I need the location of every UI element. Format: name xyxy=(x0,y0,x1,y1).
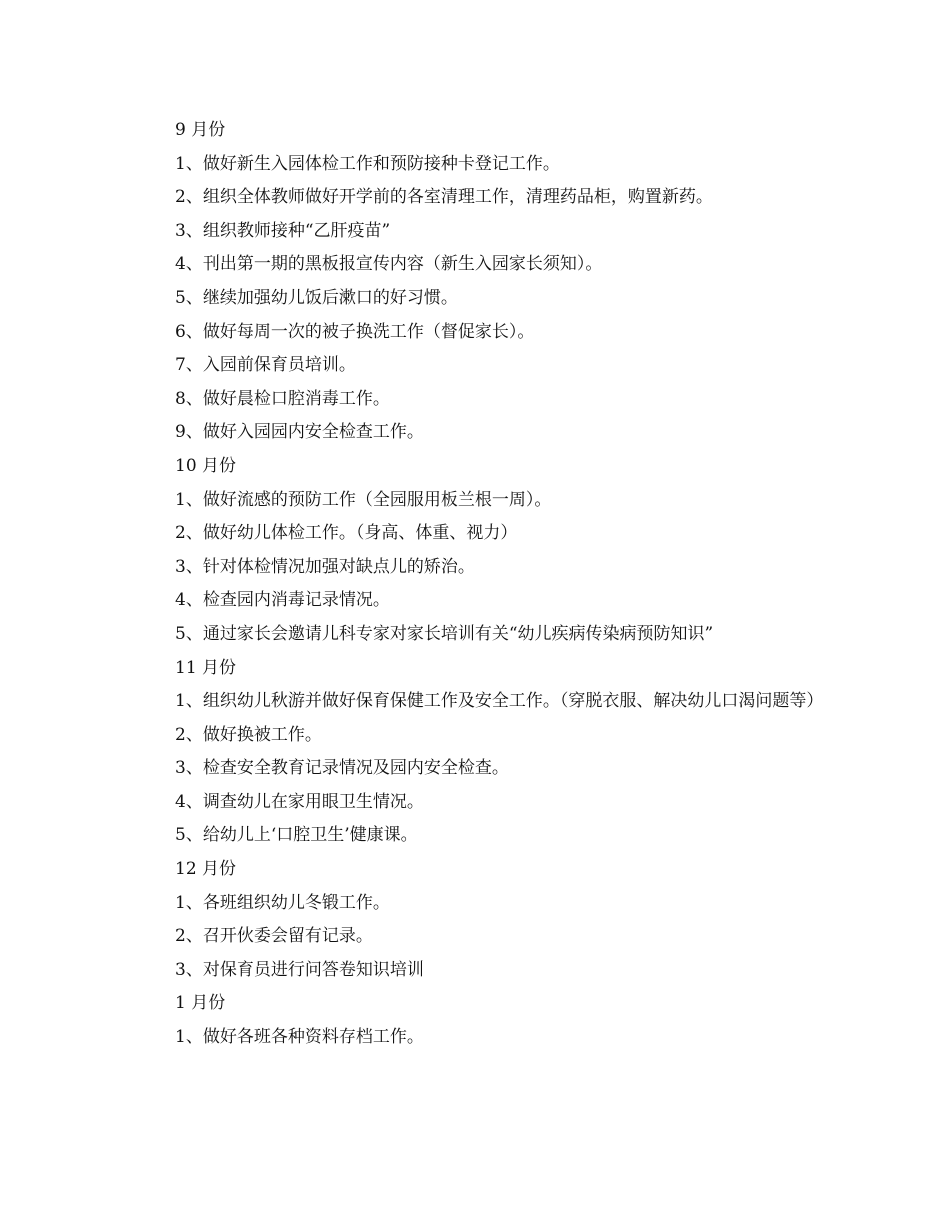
list-item: 1、做好各班各种资料存档工作。 xyxy=(175,1027,424,1048)
month-heading: 10 月份 xyxy=(175,455,237,476)
list-item: 3、检查安全教育记录情况及园内安全检查。 xyxy=(175,758,509,779)
list-item: 2、做好换被工作。 xyxy=(175,724,322,745)
list-item: 8、做好晨检口腔消毒工作。 xyxy=(175,388,390,409)
list-item: 1、各班组织幼儿冬锻工作。 xyxy=(175,892,390,913)
list-item: 4、刊出第一期的黑板报宣传内容（新生入园家长须知）。 xyxy=(175,254,603,275)
month-heading: 12 月份 xyxy=(175,859,237,880)
list-item: 2、组织全体教师做好开学前的各室清理工作，清理药品柜，购置新药。 xyxy=(175,187,713,208)
list-item: 6、做好每周一次的被子换洗工作（督促家长）。 xyxy=(175,321,535,342)
list-item: 3、对保育员进行问答卷知识培训 xyxy=(175,959,424,980)
list-item: 1、组织幼儿秋游并做好保育保健工作及安全工作。（穿脱衣服、解决幼儿口渴问题等） xyxy=(175,691,824,712)
list-item: 2、召开伙委会留有记录。 xyxy=(175,926,373,947)
list-item: 1、做好流感的预防工作（全园服用板兰根一周）。 xyxy=(175,489,552,510)
month-heading: 1 月份 xyxy=(175,993,226,1014)
list-item: 1、做好新生入园体检工作和预防接种卡登记工作。 xyxy=(175,153,560,174)
month-heading: 11 月份 xyxy=(175,657,237,678)
list-item: 2、做好幼儿体检工作。（身高、体重、视力） xyxy=(175,523,518,544)
document-body xyxy=(140,114,824,1055)
list-item: 4、调查幼儿在家用眼卫生情况。 xyxy=(175,791,424,812)
month-heading: 9 月份 xyxy=(175,120,226,140)
list-item: 5、给幼儿上‘口腔卫生’健康课。 xyxy=(175,825,418,846)
list-item: 5、继续加强幼儿饭后漱口的好习惯。 xyxy=(175,287,458,308)
list-item: 3、组织教师接种“乙肝疫苗” xyxy=(175,220,391,241)
list-item: 9、做好入园园内安全检查工作。 xyxy=(175,422,424,443)
list-item: 3、针对体检情况加强对缺点儿的矫治。 xyxy=(175,556,475,577)
list-item: 7、入园前保育员培训。 xyxy=(175,355,356,376)
list-item: 4、检查园内消毒记录情况。 xyxy=(175,590,390,611)
list-item: 5、通过家长会邀请儿科专家对家长培训有关“幼儿疾病传染病预防知识” xyxy=(175,623,714,644)
